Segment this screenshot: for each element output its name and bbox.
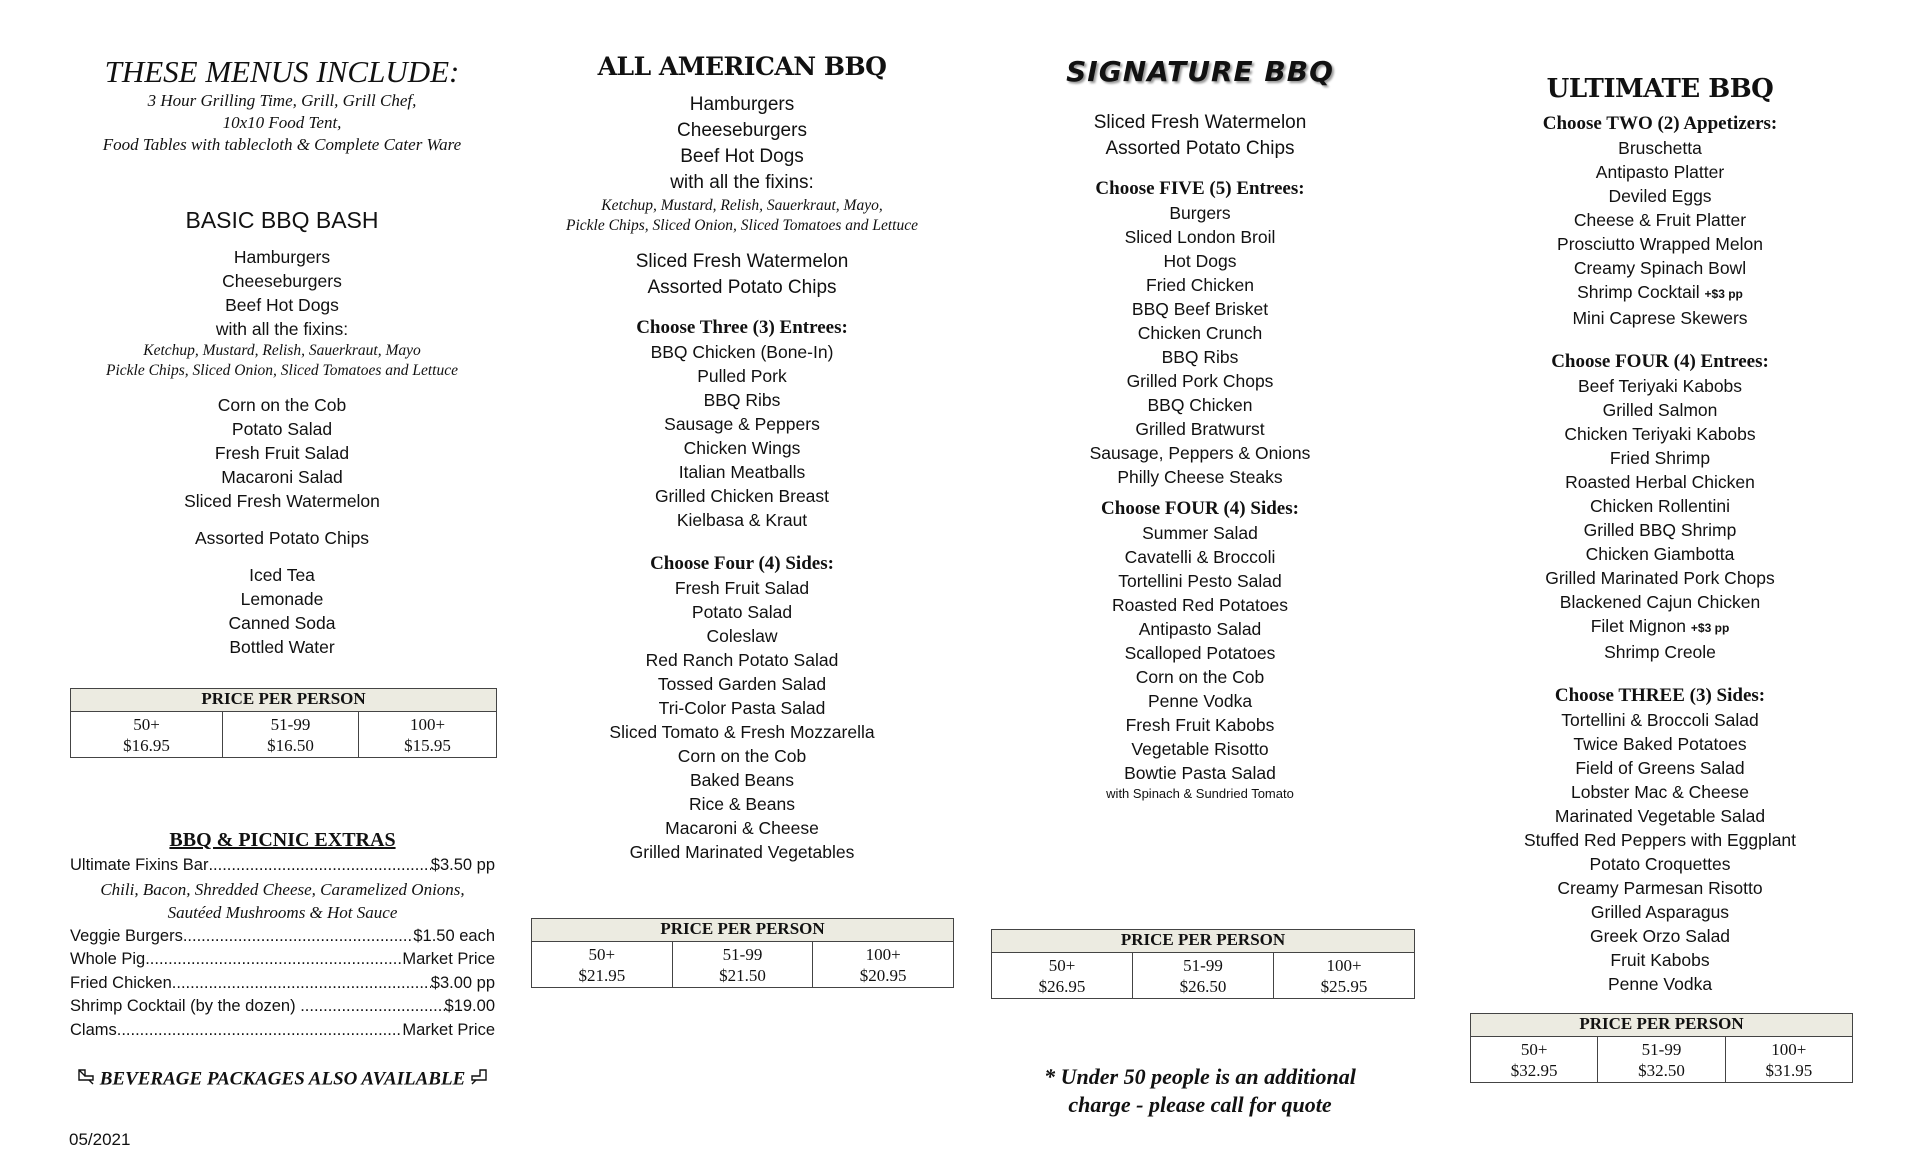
menu-item: Lobster Mac & Cheese (1570, 782, 1749, 802)
menu-item: Bottled Water (229, 637, 335, 657)
menu-item: Roasted Red Potatoes (1111, 595, 1289, 615)
menu-item: Beef Hot Dogs (680, 146, 804, 167)
extras-price: $1.50 each (413, 926, 495, 945)
menu-item: Beef Hot Dogs (225, 295, 339, 315)
price-tier (532, 942, 673, 987)
menu-item: Twice Baked Potatoes (1573, 734, 1747, 754)
menu-item: Cheeseburgers (677, 120, 807, 141)
signature-price-table (991, 929, 1415, 999)
sides-note: with Spinach & Sundried Tomato (1106, 786, 1294, 801)
menu-item: Potato Salad (231, 419, 333, 439)
menu-item: Kielbasa & Kraut (676, 510, 808, 530)
american-title: ALL AMERICAN BBQ (597, 52, 887, 81)
all-american-menu (532, 50, 952, 864)
menu-item: Fruit Kabobs (1610, 950, 1710, 970)
ultimate-price-table (1470, 1013, 1853, 1083)
extras-price: $3.50 pp (430, 856, 495, 874)
tier-qty: 100+ (865, 945, 901, 964)
tier-price: $26.50 (1179, 977, 1227, 996)
menu-item: Fresh Fruit Salad (674, 578, 810, 598)
includes-line: 10x10 Food Tent, (222, 113, 342, 132)
pointing-hand-icon (76, 1067, 96, 1092)
menu-item: Creamy Parmesan Risotto (1557, 878, 1763, 898)
price-tier (1133, 953, 1274, 998)
menu-item: BBQ Beef Brisket (1131, 299, 1269, 319)
menu-item: Penne Vodka (1607, 974, 1713, 994)
menu-item: Assorted Potato Chips (647, 277, 837, 298)
price-tier (673, 942, 814, 987)
menu-item: Grilled Pork Chops (1126, 371, 1274, 391)
price-header: PRICE PER PERSON (992, 930, 1414, 953)
menu-item: Grilled Marinated Pork Chops (1545, 568, 1775, 588)
upcharge-tag: +$3 pp (1690, 621, 1730, 635)
extras-row (70, 1019, 495, 1043)
extras-price: Market Price (402, 1020, 495, 1039)
fixins-line: Pickle Chips, Sliced Onion, Sliced Tomatoes and Lettuce (566, 217, 918, 234)
menu-item: Corn on the Cob (677, 746, 807, 766)
extras-section (70, 826, 495, 1042)
tier-qty: 51-99 (1183, 956, 1223, 975)
extras-price: Market Price (402, 950, 495, 968)
extras-price: $19.00 (444, 997, 495, 1015)
menu-item: Hot Dogs (1163, 251, 1237, 271)
price-tier (1274, 953, 1414, 998)
menu-item: Sausage, Peppers & Onions (1089, 443, 1311, 463)
signature-menu (990, 54, 1410, 803)
menu-item: Chicken Rollentini (1589, 496, 1731, 516)
extras-row (70, 972, 495, 996)
menu-item: Grilled Asparagus (1590, 902, 1730, 922)
menu-item: Hamburgers (689, 94, 795, 115)
menu-item: Fresh Fruit Kabobs (1125, 715, 1275, 735)
menu-item: Grilled BBQ Shrimp (1583, 520, 1737, 540)
menu-item: Marinated Vegetable Salad (1554, 806, 1766, 826)
menu-item: Grilled Bratwurst (1135, 419, 1265, 439)
beverage-note (70, 1067, 495, 1092)
price-tier (223, 712, 359, 757)
menu-item: Cavatelli & Broccoli (1124, 547, 1276, 567)
menu-item: with all the fixins: (670, 172, 814, 193)
menu-item: Summer Salad (1142, 523, 1258, 543)
menu-item: Assorted Potato Chips (194, 528, 370, 548)
fixins-line: Ketchup, Mustard, Relish, Sauerkraut, Mayo, (601, 197, 883, 214)
menu-item: Rice & Beans (688, 794, 796, 814)
menu-date: 05/2021 (69, 1130, 131, 1149)
menu-item: Antipasto Platter (1595, 162, 1725, 182)
menu-item: Chicken Crunch (1137, 323, 1263, 343)
extras-label: Fried Chicken (70, 973, 172, 992)
extras-row (70, 854, 495, 878)
menu-item: Stuffed Red Peppers with Eggplant (1523, 830, 1797, 850)
menu-item: Sausage & Peppers (664, 414, 820, 434)
includes-title: THESE MENUS INCLUDE: (104, 54, 460, 89)
price-header: PRICE PER PERSON (1471, 1014, 1852, 1037)
menu-item: Prosciutto Wrapped Melon (1557, 234, 1763, 254)
tier-qty: 100+ (409, 715, 446, 734)
menu-item: Iced Tea (249, 565, 315, 585)
extras-title: BBQ & PICNIC EXTRAS (169, 829, 396, 851)
menu-item: Corn on the Cob (217, 395, 347, 415)
tier-qty: 51-99 (1641, 1040, 1682, 1059)
menu-item: Cheeseburgers (222, 271, 342, 291)
upcharge-tag: +$3 pp (1704, 287, 1743, 301)
american-price-table (531, 918, 954, 988)
menu-item: Sliced Fresh Watermelon (1093, 112, 1307, 133)
ultimate-menu (1470, 72, 1850, 996)
menu-item: Grilled Chicken Breast (654, 486, 830, 506)
entrees-heading: Choose FOUR (4) Entrees: (1551, 351, 1769, 372)
entrees-heading: Choose FIVE (5) Entrees: (1095, 178, 1305, 199)
extras-label: Clams (70, 1020, 117, 1039)
extras-label: Ultimate Fixins Bar (70, 856, 209, 874)
menu-item: Hamburgers (233, 247, 331, 267)
menu-item: Burgers (1169, 203, 1231, 223)
pointing-hand-icon (469, 1067, 489, 1092)
tier-price: $25.95 (1320, 977, 1368, 996)
menu-item: Greek Orzo Salad (1589, 926, 1731, 946)
tier-price: $21.95 (578, 966, 626, 985)
menu-item: Antipasto Salad (1138, 619, 1262, 639)
menu-item: Grilled Salmon (1602, 400, 1718, 420)
menu-item: Sliced London Broil (1124, 227, 1276, 247)
footnote (990, 1063, 1410, 1119)
menu-item: Fried Chicken (1146, 275, 1254, 295)
menu-item: Mini Caprese Skewers (1572, 308, 1748, 328)
sides-heading: Choose THREE (3) Sides: (1554, 685, 1766, 706)
menu-item: Tortellini Pesto Salad (1118, 571, 1282, 591)
menu-item: Italian Meatballs (678, 462, 806, 482)
price-tier (992, 953, 1133, 998)
fixins-line: Ketchup, Mustard, Relish, Sauerkraut, Mayo (143, 342, 421, 359)
price-tier (1726, 1037, 1852, 1082)
price-header: PRICE PER PERSON (71, 689, 496, 712)
tier-price: $16.95 (123, 736, 170, 755)
menu-item: BBQ Chicken (Bone-In) (650, 342, 834, 362)
tier-price: $15.95 (404, 736, 451, 755)
menu-item: Red Ranch Potato Salad (645, 650, 839, 670)
extras-row (70, 948, 495, 972)
menu-item: Chicken Wings (683, 438, 801, 458)
tier-price: $31.95 (1765, 1061, 1813, 1080)
basic-price-table (70, 688, 497, 758)
tier-price: $32.50 (1638, 1061, 1685, 1080)
tier-price: $21.50 (719, 966, 766, 985)
menu-item: Shrimp Creole (1604, 642, 1716, 662)
entrees-heading: Choose Three (3) Entrees: (636, 317, 848, 338)
price-tier (1598, 1037, 1725, 1082)
extras-label: Whole Pig (70, 950, 146, 968)
tier-qty: 50+ (133, 715, 160, 734)
tier-price: $20.95 (859, 966, 907, 985)
tier-qty: 51-99 (270, 715, 311, 734)
extras-desc: Sautéed Mushrooms & Hot Sauce (167, 903, 398, 922)
menu-item: Tri-Color Pasta Salad (658, 698, 826, 718)
price-tier (359, 712, 496, 757)
footnote-line: charge - please call for quote (1068, 1092, 1332, 1117)
includes-line: Food Tables with tablecloth & Complete Cater Ware (102, 135, 462, 154)
menu-item: Bowtie Pasta Salad (1124, 763, 1276, 783)
tier-qty: 100+ (1771, 1040, 1807, 1059)
menu-item: Tortellini & Broccoli Salad (1561, 710, 1759, 730)
menu-item: Bruschetta (1618, 138, 1702, 158)
tier-qty: 50+ (1520, 1040, 1548, 1059)
price-tier (813, 942, 953, 987)
appetizers-heading: Choose TWO (2) Appetizers: (1542, 113, 1778, 134)
includes-section (62, 54, 502, 156)
menu-item: Filet Mignon +$3 pp (1590, 616, 1730, 636)
extras-label: Veggie Burgers (70, 926, 183, 945)
menu-item: Creamy Spinach Bowl (1573, 258, 1747, 278)
menu-item: Grilled Marinated Vegetables (629, 842, 855, 862)
menu-item: Chicken Giambotta (1585, 544, 1735, 564)
extras-label: Shrimp Cocktail (by the dozen) (70, 997, 301, 1015)
menu-item: Scalloped Potatoes (1124, 643, 1276, 663)
menu-item: Shrimp Cocktail +$3 pp (1577, 282, 1743, 302)
tier-price: $32.95 (1510, 1061, 1558, 1080)
menu-item: Corn on the Cob (1135, 667, 1265, 687)
menu-item: Sliced Fresh Watermelon (184, 491, 380, 511)
extras-row (70, 995, 495, 1019)
menu-item: Fresh Fruit Salad (214, 443, 350, 463)
menu-item: Tossed Garden Salad (657, 674, 827, 694)
menu-item: BBQ Ribs (1161, 347, 1239, 367)
menu-item: Penne Vodka (1147, 691, 1253, 711)
menu-item: BBQ Chicken (1147, 395, 1253, 415)
menu-item: Sliced Tomato & Fresh Mozzarella (609, 722, 875, 742)
price-header: PRICE PER PERSON (532, 919, 953, 942)
fixins-line: Pickle Chips, Sliced Onion, Sliced Tomatoes and Lettuce (106, 362, 458, 379)
menu-item: Assorted Potato Chips (1105, 138, 1295, 159)
signature-title: SIGNATURE BBQ (1066, 55, 1334, 88)
basic-title: BASIC BBQ BASH (185, 207, 379, 233)
tier-price: $16.50 (267, 736, 314, 755)
menu-item: Roasted Herbal Chicken (1565, 472, 1755, 492)
menu-item: Field of Greens Salad (1575, 758, 1745, 778)
menu-item: Lemonade (240, 589, 324, 609)
tier-qty: 50+ (1048, 956, 1076, 975)
menu-item: Vegetable Risotto (1131, 739, 1269, 759)
includes-line: 3 Hour Grilling Time, Grill, Grill Chef, (147, 91, 417, 110)
menu-item: BBQ Ribs (703, 390, 781, 410)
menu-item: with all the fixins: (215, 319, 349, 339)
menu-item: Coleslaw (706, 626, 778, 646)
menu-item: Fried Shrimp (1609, 448, 1711, 468)
menu-item: Beef Teriyaki Kabobs (1577, 376, 1743, 396)
extras-desc: Chili, Bacon, Shredded Cheese, Caramelized Onions, (100, 879, 465, 899)
menu-item: Canned Soda (228, 613, 336, 633)
menu-item: Potato Salad (691, 602, 793, 622)
menu-item: Deviled Eggs (1608, 186, 1712, 206)
menu-item: Philly Cheese Steaks (1117, 467, 1283, 487)
price-tier (1471, 1037, 1598, 1082)
menu-item: Sliced Fresh Watermelon (635, 251, 849, 272)
menu-item: Baked Beans (689, 770, 795, 790)
tier-qty: 100+ (1326, 956, 1362, 975)
menu-item: Pulled Pork (697, 366, 787, 386)
menu-item: Cheese & Fruit Platter (1573, 210, 1747, 230)
tier-price: $26.95 (1038, 977, 1086, 996)
ultimate-title: ULTIMATE BBQ (1546, 74, 1774, 104)
sides-heading: Choose Four (4) Sides: (650, 553, 834, 574)
tier-qty: 50+ (588, 945, 616, 964)
menu-item: Macaroni & Cheese (665, 818, 819, 838)
sides-heading: Choose FOUR (4) Sides: (1101, 498, 1299, 519)
price-tier (71, 712, 223, 757)
extras-price: $3.00 pp (430, 973, 495, 992)
beverage-text: BEVERAGE PACKAGES ALSO AVAILABLE (99, 1068, 466, 1090)
tier-qty: 51-99 (722, 945, 763, 964)
menu-item: Blackened Cajun Chicken (1559, 592, 1761, 612)
extras-row (70, 925, 495, 949)
menu-item: Macaroni Salad (221, 467, 343, 487)
basic-bbq-menu (62, 205, 502, 659)
footnote-line: * Under 50 people is an additional (1044, 1064, 1356, 1089)
menu-item: Chicken Teriyaki Kabobs (1564, 424, 1756, 444)
menu-item: Potato Croquettes (1589, 854, 1731, 874)
